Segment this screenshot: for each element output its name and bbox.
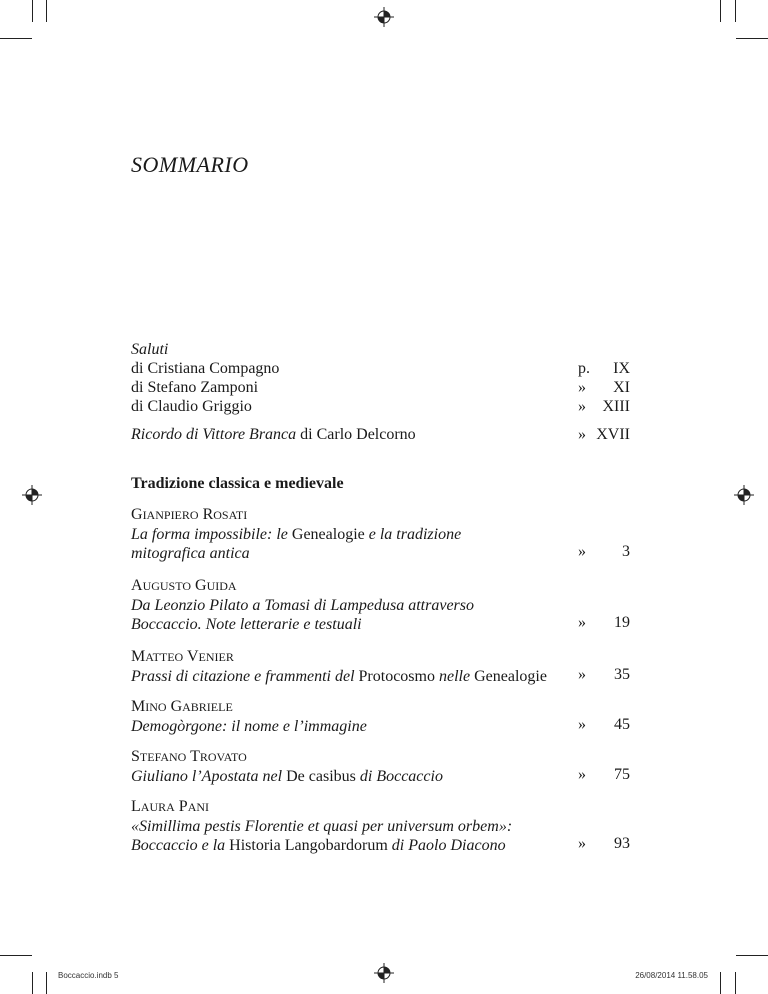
page-number: IX — [613, 360, 630, 377]
page-number: XIII — [602, 398, 630, 415]
title-segment: Prassi di citazione e frammenti del — [131, 668, 359, 685]
page-prefix: » — [578, 614, 586, 631]
page-prefix: » — [578, 426, 586, 443]
crop-mark — [0, 38, 32, 39]
page-prefix: » — [578, 398, 586, 415]
crop-mark — [735, 0, 736, 22]
page-prefix: » — [578, 543, 586, 560]
author-part: P — [178, 798, 188, 815]
title-segment: e la tradizione — [364, 526, 462, 543]
title-segment: De casibus — [286, 768, 356, 785]
author-part: G — [131, 506, 143, 523]
title-segment: Da Leonzio Pilato a Tomasi di Lampedusa attraverso — [131, 597, 474, 614]
author-part: INO — [145, 700, 167, 714]
entry-title-line — [131, 544, 631, 563]
page-number: 19 — [614, 614, 630, 631]
author-part: A — [131, 577, 143, 594]
author-part: M — [131, 648, 146, 665]
author-part: R — [202, 506, 214, 523]
footer-timestamp: 26/08/2014 11.58.05 — [635, 971, 708, 980]
title-segment: La forma impossibile: le — [131, 526, 292, 543]
registration-mark-icon — [22, 485, 42, 505]
registration-mark-icon — [374, 963, 394, 983]
front-line: di Claudio Griggio — [131, 398, 252, 415]
entry-title-line — [131, 525, 631, 544]
author-part: UIDA — [206, 579, 237, 593]
author-part: ENIER — [198, 650, 234, 664]
toc-entry — [131, 647, 631, 686]
page-number: XI — [613, 379, 630, 396]
footer-file: Boccaccio.indb 5 — [58, 971, 119, 980]
entry-title-line — [131, 615, 631, 634]
entry-title-line — [131, 836, 631, 855]
page-number: 3 — [622, 543, 630, 560]
entry-author — [131, 647, 631, 667]
entry-author — [131, 505, 631, 525]
author-part: T — [190, 748, 200, 765]
page-number: 35 — [614, 666, 630, 683]
author-part: TEFANO — [139, 750, 187, 764]
title-segment: Giuliano l’Apostata nel — [131, 768, 287, 785]
author-part: G — [170, 698, 183, 715]
page-number: 75 — [614, 766, 630, 783]
author-part: G — [195, 577, 207, 594]
author-part: ABRIELE — [182, 700, 233, 714]
title-segment: mitografica antica — [131, 545, 250, 562]
page-prefix: » — [578, 379, 586, 396]
title-segment: Protocosmo — [358, 668, 435, 685]
author-part: IANPIERO — [142, 508, 199, 522]
entry-title-line — [131, 717, 631, 736]
page-title: SOMMARIO — [131, 152, 249, 177]
entry-title-line — [131, 767, 631, 786]
entry-author — [131, 747, 631, 767]
page-prefix: p. — [578, 360, 590, 377]
crop-mark — [32, 972, 33, 994]
page-number: 93 — [614, 835, 630, 852]
page-number: 45 — [614, 716, 630, 733]
page-prefix: » — [578, 716, 586, 733]
author-part: M — [131, 698, 146, 715]
crop-mark — [46, 972, 47, 994]
author-part: OSATI — [213, 508, 248, 522]
page-number: XVII — [596, 426, 630, 443]
title-segment: Boccaccio e la — [131, 837, 230, 854]
entry-author — [131, 697, 631, 717]
front-line: di Cristiana Compagno — [131, 360, 280, 377]
ricordo-title: Ricordo di Vittore Branca — [131, 426, 297, 443]
title-segment: «Simillima pestis Florentie et quasi per universum orbem»: — [131, 818, 513, 835]
toc-entry — [131, 697, 631, 736]
toc-entry — [131, 797, 631, 855]
crop-mark — [720, 972, 721, 994]
crop-mark — [736, 955, 768, 956]
entry-title-line — [131, 667, 631, 686]
page-prefix: » — [578, 835, 586, 852]
entry-author — [131, 797, 631, 817]
page-prefix: » — [578, 666, 586, 683]
crop-mark — [32, 0, 33, 22]
title-segment: di Paolo Diacono — [387, 837, 506, 854]
toc-entry — [131, 747, 631, 786]
author-part: UGUSTO — [142, 579, 192, 593]
saluti-heading: Saluti — [131, 341, 169, 358]
title-segment: Historia Langobardorum — [229, 837, 388, 854]
author-part: ATTEO — [145, 650, 184, 664]
title-segment: Genealogie — [291, 526, 365, 543]
ricordo-author: di Carlo Delcorno — [296, 426, 416, 443]
crop-mark — [735, 972, 736, 994]
title-segment: Demogòrgone: il nome e l’immagine — [131, 718, 367, 735]
toc-entry — [131, 505, 631, 563]
toc-entry — [131, 576, 631, 634]
author-part: ROVATO — [199, 750, 247, 764]
registration-mark-icon — [734, 485, 754, 505]
title-segment: nelle — [434, 668, 475, 685]
page-prefix: » — [578, 766, 586, 783]
title-segment: Boccaccio. Note letterarie e testuali — [131, 616, 362, 633]
crop-mark — [0, 955, 32, 956]
title-segment: di Boccaccio — [355, 768, 443, 785]
title-segment: Genealogie — [474, 668, 547, 685]
author-part: AURA — [140, 800, 175, 814]
author-part: ANI — [187, 800, 210, 814]
section-heading: Tradizione classica e medievale — [131, 475, 344, 492]
ricordo-line — [131, 425, 416, 444]
crop-mark — [46, 0, 47, 22]
registration-mark-icon — [374, 7, 394, 27]
entry-title-line — [131, 596, 631, 615]
author-part: L — [131, 798, 141, 815]
front-line: di Stefano Zamponi — [131, 379, 259, 396]
author-part: S — [131, 748, 140, 765]
entry-author — [131, 576, 631, 596]
entry-title-line — [131, 817, 631, 836]
author-part: V — [186, 648, 199, 665]
crop-mark — [736, 38, 768, 39]
crop-mark — [720, 0, 721, 22]
